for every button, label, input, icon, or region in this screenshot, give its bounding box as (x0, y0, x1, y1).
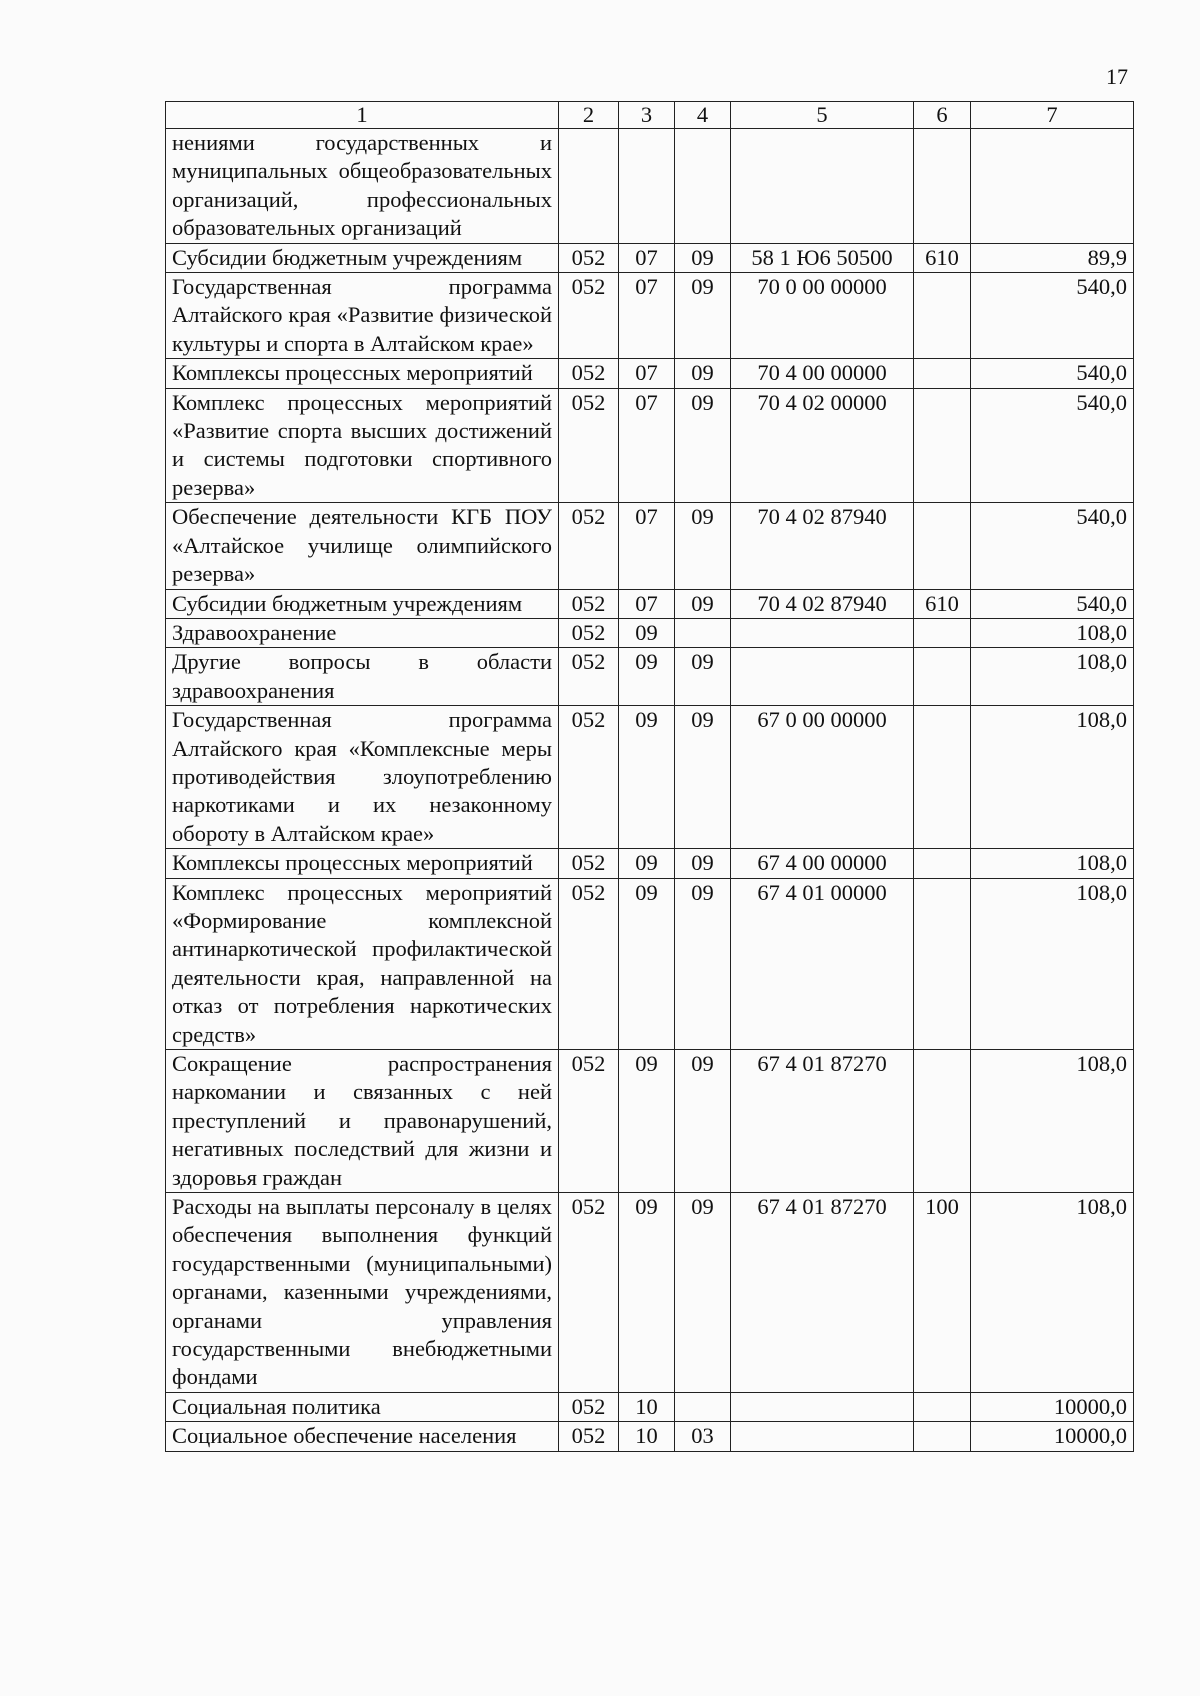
row-target-code-cell: 67 4 01 87270 (731, 1193, 914, 1393)
row-amount-cell: 108,0 (971, 618, 1134, 647)
column-header: 5 (731, 102, 914, 129)
row-subsection-cell (675, 618, 731, 647)
table-row (166, 849, 1134, 878)
row-admin-code-cell: 052 (559, 1050, 619, 1193)
table-row (166, 129, 1134, 244)
row-expense-type-cell (914, 648, 971, 706)
table-row (166, 1422, 1134, 1451)
row-expense-type-cell (914, 129, 971, 244)
row-target-code-cell (731, 648, 914, 706)
row-amount-cell (971, 129, 1134, 244)
row-name-cell: Комплекс процессных мероприятий «Развитие спорта высших достижений и системы подготовки спортивного резерва» (166, 388, 559, 503)
row-admin-code-cell: 052 (559, 388, 619, 503)
row-admin-code-cell: 052 (559, 1193, 619, 1393)
row-subsection-cell: 09 (675, 243, 731, 272)
row-name-cell: Другие вопросы в области здравоохранения (166, 648, 559, 706)
row-target-code-cell: 67 4 00 00000 (731, 849, 914, 878)
table-row (166, 273, 1134, 359)
row-expense-type-cell (914, 388, 971, 503)
row-subsection-cell: 09 (675, 388, 731, 503)
table-header-row (166, 102, 1134, 129)
row-expense-type-cell (914, 1422, 971, 1451)
row-name-cell: Расходы на выплаты персоналу в целях обеспечения выполнения функций государственными (муниципальными) органами, казенными учреждениями, органами управления государственными внебюджетными фондами (166, 1193, 559, 1393)
row-name-cell: Комплекс процессных мероприятий «Формирование комплексной антинаркотической профилактической деятельности края, направленной на отказ от потребления наркотических средств» (166, 878, 559, 1049)
row-section-cell: 09 (619, 1050, 675, 1193)
budget-table (165, 101, 1134, 1452)
row-subsection-cell: 09 (675, 878, 731, 1049)
column-header: 3 (619, 102, 675, 129)
row-section-cell: 09 (619, 849, 675, 878)
row-expense-type-cell (914, 1050, 971, 1193)
row-target-code-cell: 70 4 02 00000 (731, 388, 914, 503)
row-subsection-cell: 09 (675, 1050, 731, 1193)
row-section-cell: 10 (619, 1422, 675, 1451)
row-amount-cell: 540,0 (971, 273, 1134, 359)
row-expense-type-cell: 610 (914, 589, 971, 618)
row-subsection-cell: 09 (675, 273, 731, 359)
row-section-cell: 07 (619, 589, 675, 618)
row-expense-type-cell (914, 359, 971, 388)
row-name-cell: Обеспечение деятельности КГБ ПОУ «Алтайское училище олимпийского резерва» (166, 503, 559, 589)
row-section-cell: 09 (619, 1193, 675, 1393)
row-section-cell: 09 (619, 878, 675, 1049)
row-expense-type-cell (914, 849, 971, 878)
row-admin-code-cell: 052 (559, 618, 619, 647)
table-row (166, 618, 1134, 647)
row-target-code-cell: 70 4 02 87940 (731, 589, 914, 618)
row-subsection-cell: 03 (675, 1422, 731, 1451)
row-subsection-cell (675, 1392, 731, 1421)
row-amount-cell: 108,0 (971, 849, 1134, 878)
row-amount-cell: 540,0 (971, 388, 1134, 503)
row-name-cell: Социальное обеспечение населения (166, 1422, 559, 1451)
row-section-cell: 07 (619, 503, 675, 589)
row-name-cell: Сокращение распространения наркомании и связанных с ней преступлений и правонарушений, негативных последствий для жизни и здоровья граждан (166, 1050, 559, 1193)
row-admin-code-cell: 052 (559, 1422, 619, 1451)
row-amount-cell: 108,0 (971, 1193, 1134, 1393)
row-subsection-cell: 09 (675, 359, 731, 388)
row-admin-code-cell: 052 (559, 878, 619, 1049)
row-amount-cell: 108,0 (971, 648, 1134, 706)
row-amount-cell: 540,0 (971, 589, 1134, 618)
row-admin-code-cell: 052 (559, 648, 619, 706)
row-admin-code-cell (559, 129, 619, 244)
column-header: 6 (914, 102, 971, 129)
row-subsection-cell: 09 (675, 648, 731, 706)
row-admin-code-cell: 052 (559, 273, 619, 359)
row-target-code-cell (731, 1392, 914, 1421)
row-target-code-cell (731, 618, 914, 647)
table-row (166, 1050, 1134, 1193)
row-subsection-cell: 09 (675, 589, 731, 618)
table-body (166, 129, 1134, 1452)
row-section-cell: 07 (619, 359, 675, 388)
row-name-cell: Государственная программа Алтайского края «Развитие физической культуры и спорта в Алтайском крае» (166, 273, 559, 359)
row-subsection-cell: 09 (675, 849, 731, 878)
table-row (166, 359, 1134, 388)
column-header: 1 (166, 102, 559, 129)
row-target-code-cell (731, 129, 914, 244)
table-row (166, 243, 1134, 272)
column-header: 4 (675, 102, 731, 129)
row-expense-type-cell (914, 503, 971, 589)
row-amount-cell: 540,0 (971, 359, 1134, 388)
row-expense-type-cell (914, 1392, 971, 1421)
table-row (166, 503, 1134, 589)
row-amount-cell: 540,0 (971, 503, 1134, 589)
row-section-cell: 07 (619, 388, 675, 503)
row-amount-cell: 10000,0 (971, 1392, 1134, 1421)
row-name-cell: Здравоохранение (166, 618, 559, 647)
row-section-cell: 09 (619, 618, 675, 647)
row-expense-type-cell: 610 (914, 243, 971, 272)
row-amount-cell: 10000,0 (971, 1422, 1134, 1451)
row-expense-type-cell (914, 273, 971, 359)
table-row (166, 706, 1134, 849)
row-subsection-cell (675, 129, 731, 244)
column-header: 7 (971, 102, 1134, 129)
row-admin-code-cell: 052 (559, 243, 619, 272)
row-admin-code-cell: 052 (559, 359, 619, 388)
row-amount-cell: 108,0 (971, 878, 1134, 1049)
row-section-cell: 09 (619, 648, 675, 706)
row-target-code-cell: 70 4 00 00000 (731, 359, 914, 388)
row-expense-type-cell: 100 (914, 1193, 971, 1393)
row-amount-cell: 89,9 (971, 243, 1134, 272)
table-row (166, 1193, 1134, 1393)
row-name-cell: Субсидии бюджетным учреждениям (166, 243, 559, 272)
row-admin-code-cell: 052 (559, 1392, 619, 1421)
table-row (166, 589, 1134, 618)
row-name-cell: Комплексы процессных мероприятий (166, 849, 559, 878)
row-name-cell: Государственная программа Алтайского края «Комплексные меры противодействия злоупотреблению наркотиками и их незаконному обороту в Алтайском крае» (166, 706, 559, 849)
row-subsection-cell: 09 (675, 1193, 731, 1393)
column-header: 2 (559, 102, 619, 129)
row-expense-type-cell (914, 706, 971, 849)
row-subsection-cell: 09 (675, 706, 731, 849)
row-target-code-cell: 67 4 01 00000 (731, 878, 914, 1049)
row-target-code-cell (731, 1422, 914, 1451)
row-section-cell: 10 (619, 1392, 675, 1421)
table-row (166, 388, 1134, 503)
row-target-code-cell: 58 1 Ю6 50500 (731, 243, 914, 272)
row-admin-code-cell: 052 (559, 503, 619, 589)
table-row (166, 1392, 1134, 1421)
row-target-code-cell: 70 4 02 87940 (731, 503, 914, 589)
row-name-cell: Социальная политика (166, 1392, 559, 1421)
row-section-cell: 07 (619, 243, 675, 272)
page-number: 17 (1106, 64, 1128, 89)
row-name-cell: Субсидии бюджетным учреждениям (166, 589, 559, 618)
row-amount-cell: 108,0 (971, 1050, 1134, 1193)
row-admin-code-cell: 052 (559, 849, 619, 878)
row-target-code-cell: 67 0 00 00000 (731, 706, 914, 849)
row-target-code-cell: 67 4 01 87270 (731, 1050, 914, 1193)
row-admin-code-cell: 052 (559, 589, 619, 618)
row-expense-type-cell (914, 618, 971, 647)
row-admin-code-cell: 052 (559, 706, 619, 849)
row-amount-cell: 108,0 (971, 706, 1134, 849)
row-name-cell: нениями государственных и муниципальных общеобразовательных организаций, профессиональных образовательных организаций (166, 129, 559, 244)
row-subsection-cell: 09 (675, 503, 731, 589)
row-section-cell (619, 129, 675, 244)
row-section-cell: 07 (619, 273, 675, 359)
row-name-cell: Комплексы процессных мероприятий (166, 359, 559, 388)
table-row (166, 648, 1134, 706)
row-section-cell: 09 (619, 706, 675, 849)
table-row (166, 878, 1134, 1049)
row-expense-type-cell (914, 878, 971, 1049)
row-target-code-cell: 70 0 00 00000 (731, 273, 914, 359)
